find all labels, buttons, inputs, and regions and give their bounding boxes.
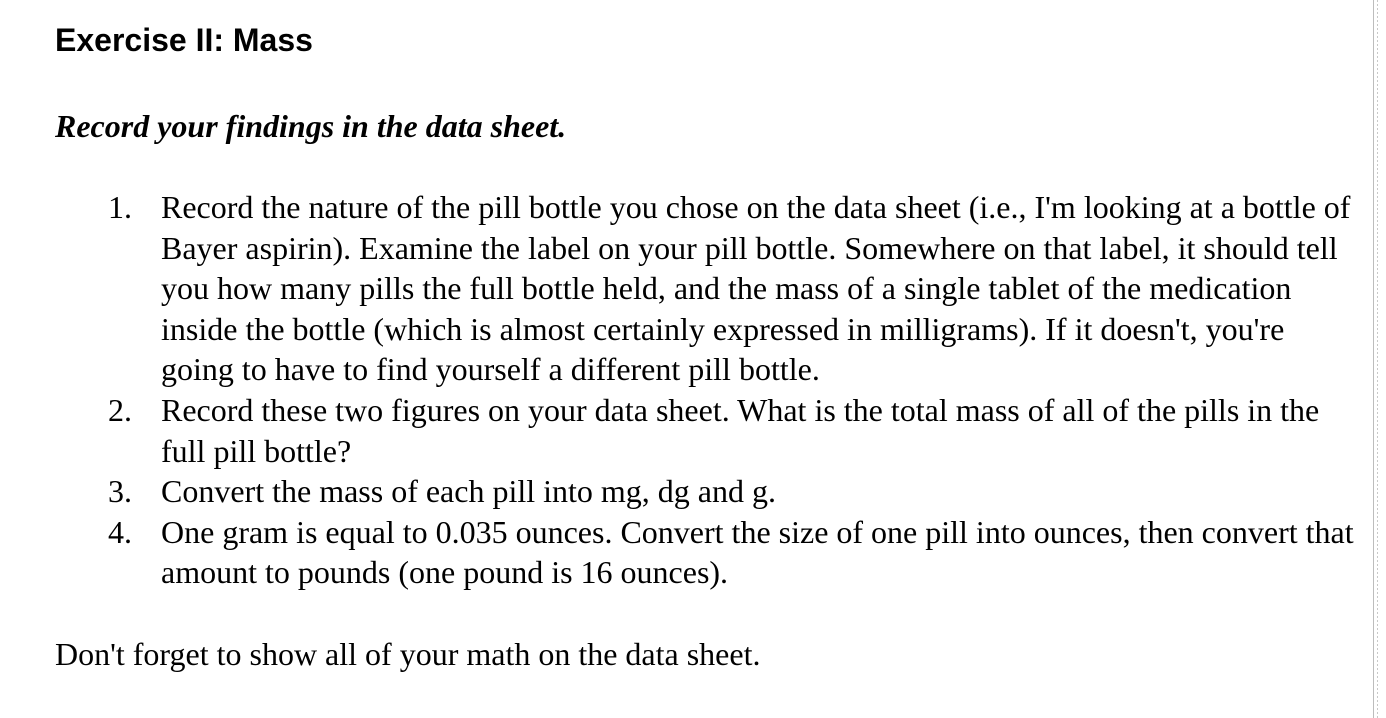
step-text: Record the nature of the pill bottle you chose on the data sheet (i.e., I'm looking at a bottle of Bayer aspirin). Examine the label on your pill bottle. Somewhere on that label, it should tell you how many pills the full bottle held, and the mass of a single tablet of the medication inside the bottle (which is almost certainly expressed in milligrams). If it doesn't, you're going to have to find yourself a different pill bottle. xyxy=(161,189,1351,388)
step-item xyxy=(0,471,1361,512)
closing-note: Don't forget to show all of your math on the data sheet. xyxy=(55,636,761,672)
step-text: One gram is equal to 0.035 ounces. Convert the size of one pill into ounces, then convert that amount to pounds (one pound is 16 ounces). xyxy=(161,513,1354,591)
step-number: 3. xyxy=(108,473,132,510)
step-item xyxy=(0,187,1361,390)
step-number: 4. xyxy=(108,513,132,550)
step-text: Record these two figures on your data sheet. What is the total mass of all of the pills in the full pill bottle? xyxy=(161,391,1320,469)
steps-list xyxy=(0,187,1361,593)
step-item xyxy=(0,390,1361,471)
step-number: 1. xyxy=(108,189,132,225)
page-edge-rule xyxy=(1373,0,1385,718)
step-text: Convert the mass of each pill into mg, dg and g. xyxy=(161,473,776,510)
step-item xyxy=(0,512,1361,593)
instruction-text: Record your findings in the data sheet. xyxy=(55,108,567,144)
step-number: 2. xyxy=(108,391,132,428)
exercise-heading: Exercise II: Mass xyxy=(55,22,313,58)
